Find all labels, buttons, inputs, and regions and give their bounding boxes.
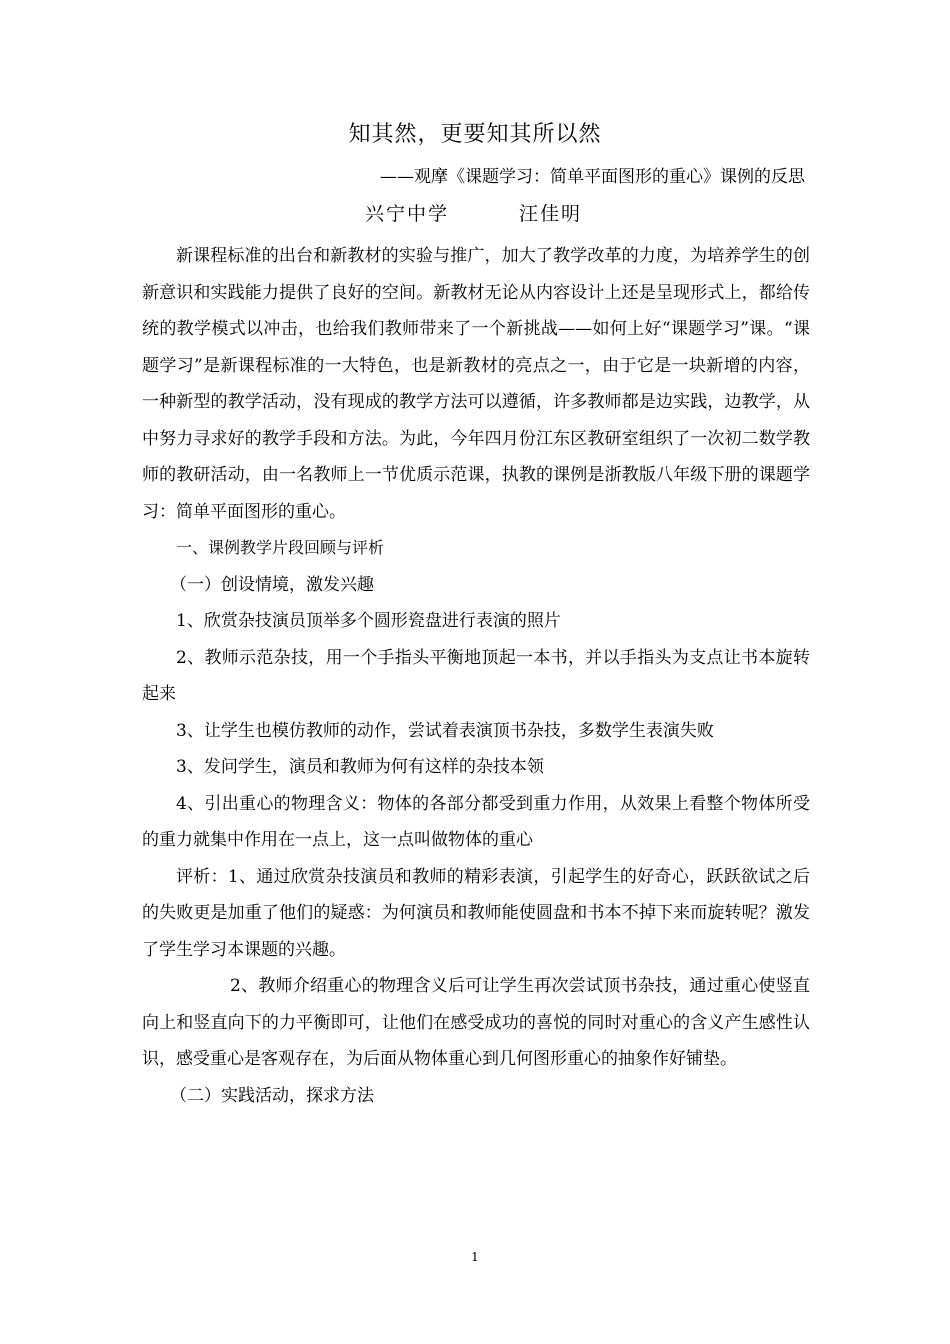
analysis-paragraph: 评析：1、通过欣赏杂技演员和教师的精彩表演，引起学生的好奇心，跃跃欲试之后的失败更是加重了他们的疑惑：为何演员和教师能使圆盘和书本不掉下来而旋转呢？激发了学生学习本课题的兴趣。 (142, 866, 810, 960)
author-name: 汪佳明 (519, 203, 583, 225)
section-heading: 一、课例教学片段回顾与评析 (176, 538, 385, 557)
list-item: 4、引出重心的物理含义：物体的各部分都受到重力作用，从效果上看整个物体所受的重力就集中作用在一点上，这一点叫做物体的重心 (142, 793, 810, 850)
list-item: 2、教师示范杂技，用一个手指头平衡地顶起一本书，并以手指头为支点让书本旋转起来 (142, 647, 810, 704)
subsection-heading: （二）实践活动，探求方法 (170, 1085, 374, 1106)
page-number: 1 (471, 1250, 479, 1264)
list-item: 3、发问学生，演员和教师为何有这样的杂技本领 (176, 757, 544, 777)
list-item: 1、欣赏杂技演员顶举多个圆形瓷盘进行表演的照片 (176, 611, 561, 631)
author-school: 兴宁中学 (365, 203, 450, 225)
subsection-heading: （一）创设情境，激发兴趣 (170, 574, 374, 595)
author-line (365, 199, 582, 226)
document-body (142, 238, 810, 1114)
page-title: 知其然，更要知其所以然 (348, 122, 602, 147)
list-item: 3、让学生也模仿教师的动作，尝试着表演顶书杂技，多数学生表演失败 (176, 720, 714, 741)
analysis-paragraph: 2、教师介绍重心的物理含义后可让学生再次尝试顶书杂技，通过重心使竖直向上和竖直向下的力平衡即可，让他们在感受成功的喜悦的同时对重心的含义产生感性认识，感受重心是客观存在，为后面从物体重心到几何图形重心的抽象作好铺垫。 (142, 976, 810, 1069)
page-subtitle: ——观摩《课题学习：简单平面图形的重心》课例的反思 (380, 167, 805, 187)
intro-paragraph: 新课程标准的出台和新教材的实验与推广，加大了教学改革的力度，为培养学生的创新意识和实践能力提供了良好的空间。新教材无论从内容设计上还是呈现形式上，都给传统的教学模式以冲击，也给我们教师带来了一个新挑战——如何上好“课题学习”课。“课题学习”是新课程标准的一大特色，也是新教材的亮点之一，由于它是一块新增的内容，一种新型的教学活动，没有现成的教学方法可以遵循，许多教师都是边实践，边教学，从中努力寻求好的教学手段和方法。为此，今年四月份江东区教研室组织了一次初二数学教师的教研活动，由一名教师上一节优质示范课，执教的课例是浙教版八年级下册的课题学习：简单平面图形的重心。 (142, 246, 810, 522)
